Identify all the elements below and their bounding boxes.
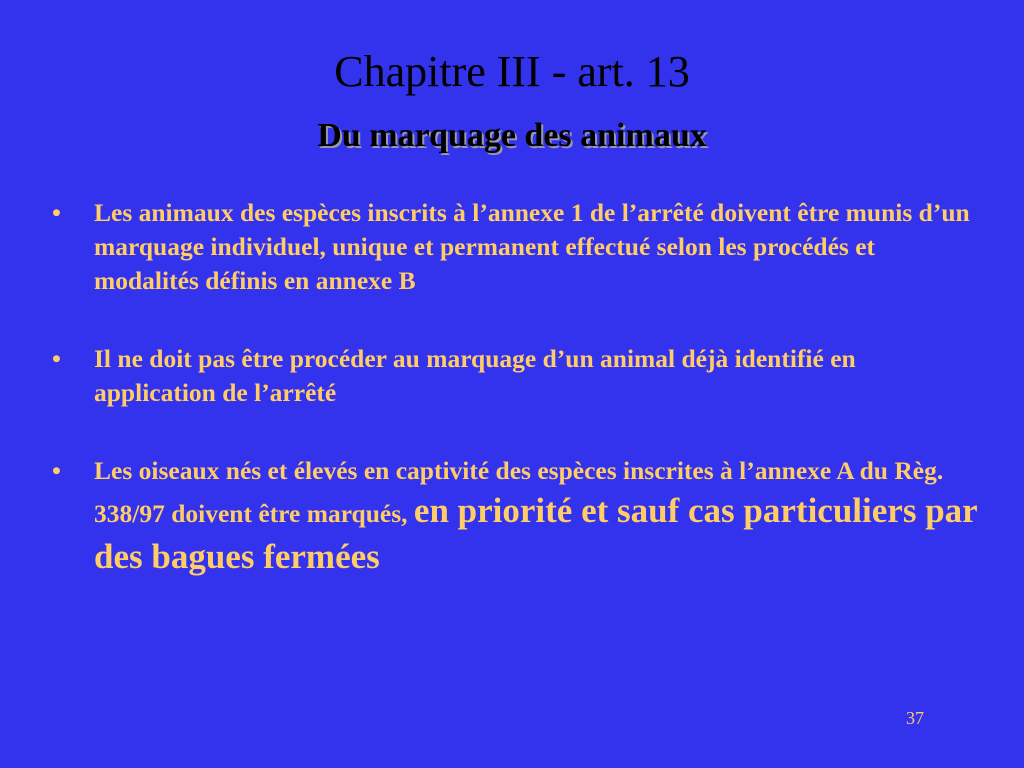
bullet-text: Les animaux des espèces inscrits à l’annexe 1 de l’arrêté doivent être munis d’un marquage individuel, unique et permanent effectué selon les procédés et modalités définis en annexe B	[94, 198, 970, 295]
bullet-item	[52, 342, 982, 410]
page-number: 37	[906, 708, 924, 728]
bullet-item	[52, 454, 982, 580]
bullet-marker: •	[52, 456, 61, 485]
bullet-text: Les oiseaux nés et élevés en captivité des espèces inscrites à l’annexe A du Règ. 338/97 doivent être marqués,	[94, 456, 944, 528]
slide-subtitle: Du marquage des animaux	[317, 117, 707, 154]
bullet-marker: •	[52, 344, 61, 373]
slide-title: Chapitre III - art. 13	[334, 47, 690, 96]
bullet-list	[52, 196, 982, 580]
bullet-text: Il ne doit pas être procéder au marquage d’un animal déjà identifié en application de l’arrêté	[94, 344, 856, 407]
bullet-emphasis-text: en priorité et sauf cas particuliers par des bagues fermées	[94, 491, 978, 576]
bullet-marker: •	[52, 198, 61, 227]
bullet-item	[52, 196, 982, 298]
